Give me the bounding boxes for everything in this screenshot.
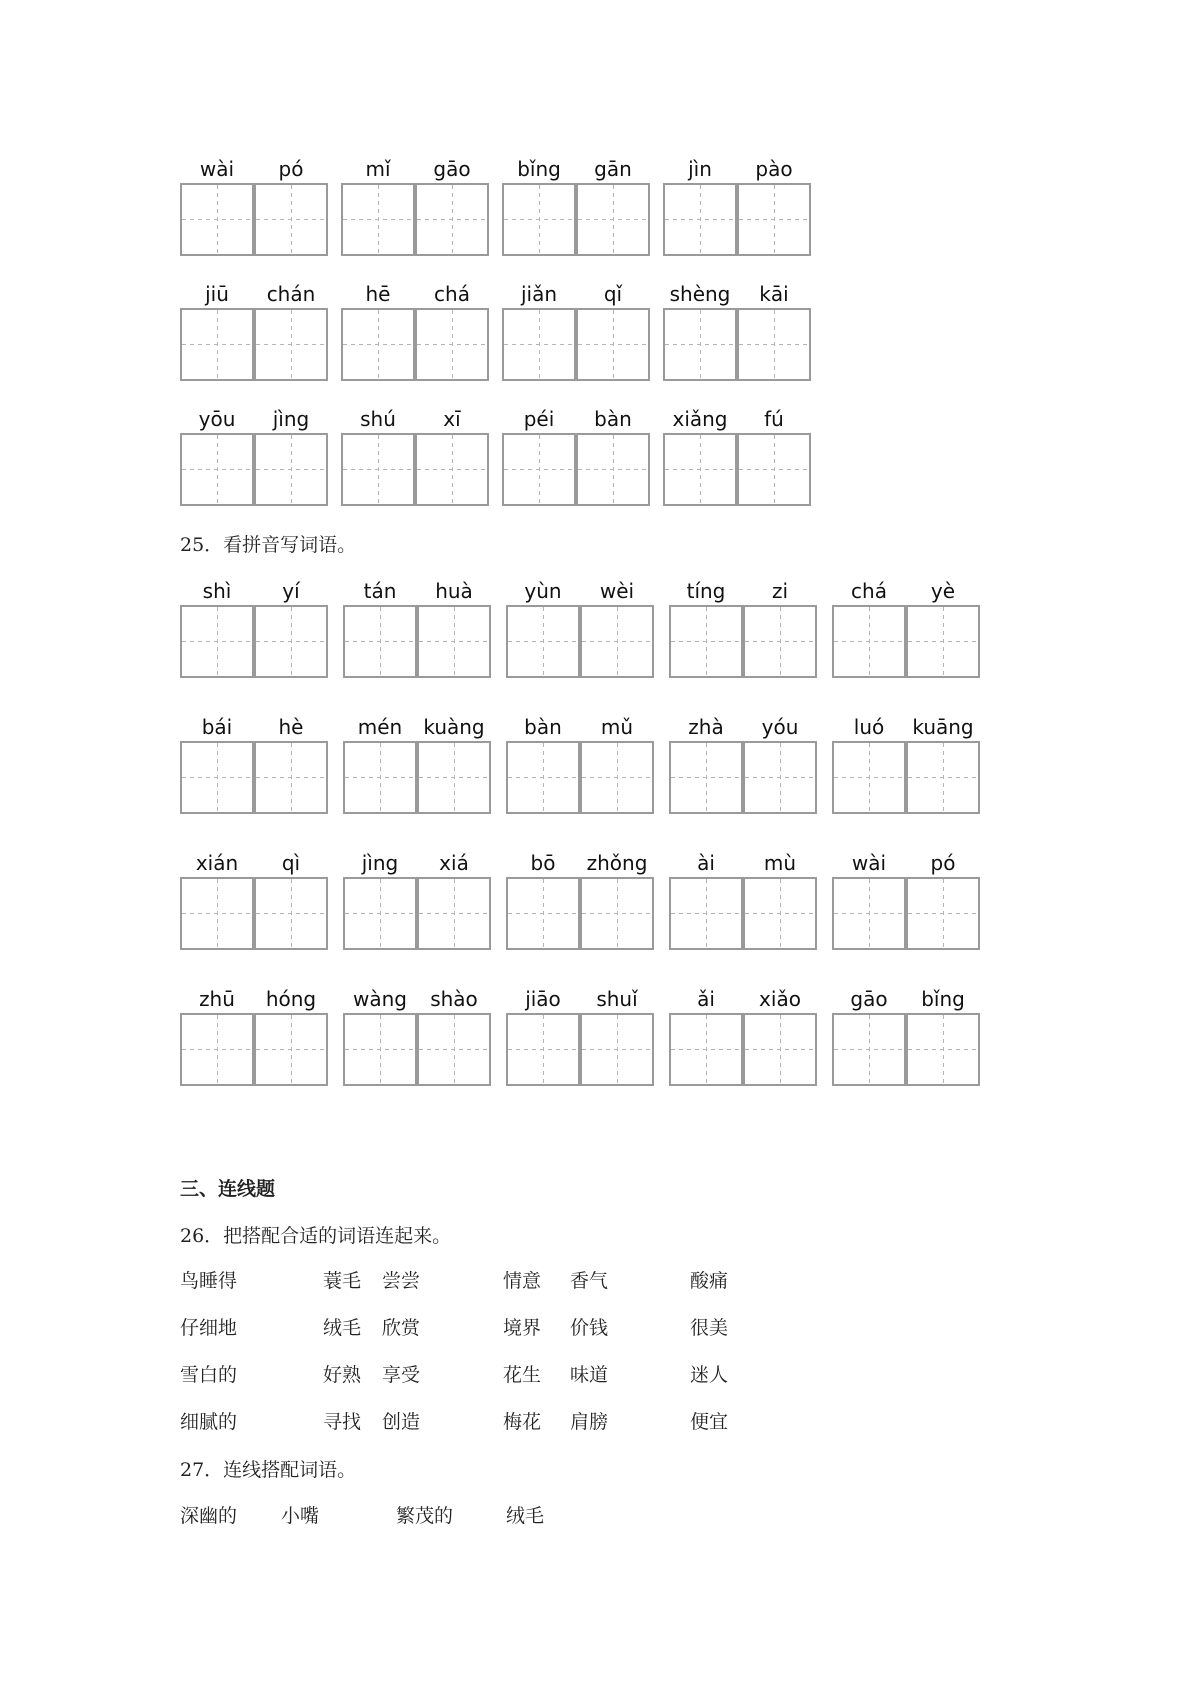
writing-box[interactable] [254, 741, 328, 814]
writing-box[interactable] [663, 308, 737, 381]
question-27-title: 27．连线搭配词语。 [180, 1459, 357, 1481]
writing-box[interactable] [576, 308, 650, 381]
writing-box[interactable] [669, 1013, 743, 1086]
writing-box[interactable] [343, 605, 417, 678]
pinyin-label: xiǎng [672, 407, 728, 431]
writing-box[interactable] [180, 308, 254, 381]
writing-box[interactable] [906, 741, 980, 814]
pinyin-word [180, 986, 328, 1116]
pinyin-label: pó [930, 851, 956, 875]
writing-box[interactable] [254, 1013, 328, 1086]
writing-box[interactable] [576, 183, 650, 256]
pinyin-label: hóng [265, 987, 317, 1011]
pinyin-label: huà [435, 579, 473, 603]
question-25-title: 25．看拼音写词语。 [180, 534, 357, 556]
writing-box[interactable] [737, 308, 811, 381]
pinyin-word [506, 714, 654, 844]
pinyin-word [669, 714, 817, 844]
pinyin-word [343, 986, 491, 1116]
pinyin-word [506, 850, 654, 980]
pinyin-label: mù [763, 851, 797, 875]
pinyin-label: zi [771, 579, 789, 603]
pinyin-label: mǔ [600, 715, 634, 739]
pinyin-word [341, 406, 489, 536]
pinyin-word [832, 986, 980, 1116]
writing-box[interactable] [502, 433, 576, 506]
writing-box[interactable] [343, 1013, 417, 1086]
writing-box[interactable] [832, 605, 906, 678]
pinyin-word [180, 578, 328, 708]
pinyin-label: jìn [688, 157, 712, 181]
pinyin-label: jìng [272, 407, 310, 431]
matching-word[interactable]: 很美 [690, 1317, 729, 1339]
writing-box[interactable] [341, 308, 415, 381]
pinyin-word [502, 406, 650, 536]
pinyin-label: xiǎo [759, 987, 801, 1011]
pinyin-label: bái [201, 715, 233, 739]
pinyin-word [180, 281, 328, 411]
writing-box[interactable] [580, 877, 654, 950]
pinyin-label: shào [430, 987, 478, 1011]
matching-word[interactable]: 味道 [570, 1364, 609, 1386]
question-26-title: 26．把搭配合适的词语连起来。 [180, 1225, 452, 1247]
pinyin-label: tíng [686, 579, 726, 603]
pinyin-word [502, 281, 650, 411]
pinyin-label: jìng [361, 851, 399, 875]
pinyin-label: zhǒng [586, 851, 648, 875]
writing-box[interactable] [254, 877, 328, 950]
writing-box[interactable] [580, 1013, 654, 1086]
pinyin-label: bǐng [921, 987, 965, 1011]
matching-word[interactable]: 鸟睡得 [180, 1270, 238, 1292]
pinyin-word [669, 986, 817, 1116]
pinyin-label: wài [199, 157, 235, 181]
section-2-row [0, 578, 1191, 718]
writing-box[interactable] [180, 183, 254, 256]
pinyin-label: wèi [599, 579, 635, 603]
writing-box[interactable] [576, 433, 650, 506]
matching-word[interactable]: 创造 [382, 1411, 421, 1433]
matching-word[interactable]: 迷人 [690, 1364, 729, 1386]
section-1-row [0, 281, 1191, 421]
pinyin-label: shú [360, 407, 396, 431]
pinyin-label: chá [851, 579, 887, 603]
writing-box[interactable] [906, 877, 980, 950]
matching-word[interactable]: 寻找 [323, 1411, 362, 1433]
section-2-row [0, 850, 1191, 990]
writing-box[interactable] [832, 1013, 906, 1086]
pinyin-word [341, 281, 489, 411]
pinyin-label: kuāng [912, 715, 974, 739]
section-3-heading: 三、连线题 [180, 1178, 276, 1200]
writing-box[interactable] [580, 605, 654, 678]
writing-box[interactable] [180, 741, 254, 814]
matching-word[interactable]: 享受 [382, 1364, 421, 1386]
writing-box[interactable] [832, 877, 906, 950]
writing-box[interactable] [254, 605, 328, 678]
pinyin-label: yōu [198, 407, 236, 431]
pinyin-word [506, 986, 654, 1116]
pinyin-label: tán [363, 579, 397, 603]
matching-word[interactable]: 蓑毛 [323, 1270, 362, 1292]
pinyin-label: shì [202, 579, 232, 603]
matching-word[interactable]: 好熟 [323, 1364, 362, 1386]
pinyin-label: hè [278, 715, 304, 739]
writing-box[interactable] [180, 1013, 254, 1086]
writing-box[interactable] [417, 877, 491, 950]
pinyin-label: mǐ [365, 157, 391, 181]
writing-box[interactable] [743, 1013, 817, 1086]
writing-box[interactable] [906, 1013, 980, 1086]
pinyin-label: zhū [199, 987, 235, 1011]
pinyin-label: ǎi [697, 987, 715, 1011]
pinyin-word [832, 850, 980, 980]
section-1-row [0, 406, 1191, 546]
pinyin-label: jiǎn [520, 282, 558, 306]
pinyin-label: yí [282, 579, 300, 603]
writing-box[interactable] [417, 741, 491, 814]
section-2-row [0, 986, 1191, 1126]
section-1-row [0, 156, 1191, 296]
pinyin-word [663, 406, 811, 536]
pinyin-word [506, 578, 654, 708]
pinyin-label: bàn [524, 715, 562, 739]
pinyin-word [180, 850, 328, 980]
writing-box[interactable] [669, 741, 743, 814]
matching-word[interactable]: 繁茂的 [396, 1505, 454, 1527]
writing-box[interactable] [415, 308, 489, 381]
matching-word[interactable]: 仔细地 [180, 1317, 238, 1339]
writing-box[interactable] [180, 433, 254, 506]
pinyin-label: fú [764, 407, 784, 431]
writing-box[interactable] [506, 741, 580, 814]
matching-word[interactable]: 酸痛 [690, 1270, 729, 1292]
pinyin-label: jiū [205, 282, 229, 306]
pinyin-label: chá [434, 282, 470, 306]
writing-box[interactable] [341, 433, 415, 506]
matching-word[interactable]: 肩膀 [570, 1411, 609, 1433]
matching-word[interactable]: 花生 [503, 1364, 542, 1386]
pinyin-label: wài [851, 851, 887, 875]
matching-word[interactable]: 欣赏 [382, 1317, 421, 1339]
pinyin-label: xī [443, 407, 461, 431]
pinyin-label: shuǐ [596, 987, 638, 1011]
writing-box[interactable] [343, 741, 417, 814]
writing-box[interactable] [737, 183, 811, 256]
pinyin-word [663, 156, 811, 286]
pinyin-label: zhà [688, 715, 724, 739]
pinyin-label: luó [853, 715, 885, 739]
pinyin-word [663, 281, 811, 411]
writing-box[interactable] [341, 183, 415, 256]
writing-box[interactable] [254, 183, 328, 256]
pinyin-label: wàng [353, 987, 407, 1011]
pinyin-label: bō [530, 851, 556, 875]
writing-box[interactable] [743, 741, 817, 814]
matching-word[interactable]: 小嘴 [281, 1505, 320, 1527]
pinyin-word [669, 850, 817, 980]
pinyin-label: yóu [761, 715, 799, 739]
writing-box[interactable] [415, 183, 489, 256]
writing-box[interactable] [506, 605, 580, 678]
writing-box[interactable] [343, 877, 417, 950]
matching-word[interactable]: 梅花 [503, 1411, 542, 1433]
pinyin-label: bǐng [517, 157, 561, 181]
pinyin-word [502, 156, 650, 286]
writing-box[interactable] [832, 741, 906, 814]
matching-word[interactable]: 深幽的 [180, 1505, 238, 1527]
pinyin-word [180, 406, 328, 536]
writing-box[interactable] [180, 877, 254, 950]
writing-box[interactable] [737, 433, 811, 506]
pinyin-label: gāo [850, 987, 888, 1011]
writing-box[interactable] [506, 877, 580, 950]
pinyin-word [180, 156, 328, 286]
matching-word[interactable]: 雪白的 [180, 1364, 238, 1386]
matching-word[interactable]: 尝尝 [382, 1270, 421, 1292]
pinyin-label: mén [357, 715, 403, 739]
pinyin-word [343, 714, 491, 844]
writing-box[interactable] [669, 877, 743, 950]
pinyin-label: xián [195, 851, 239, 875]
matching-word[interactable]: 香气 [570, 1270, 609, 1292]
pinyin-label: shèng [669, 282, 731, 306]
writing-box[interactable] [669, 605, 743, 678]
pinyin-label: jiāo [525, 987, 561, 1011]
pinyin-word [343, 578, 491, 708]
writing-box[interactable] [743, 877, 817, 950]
pinyin-word [832, 578, 980, 708]
pinyin-label: yùn [524, 579, 562, 603]
pinyin-label: gāo [433, 157, 471, 181]
pinyin-label: pào [755, 157, 793, 181]
pinyin-word [341, 156, 489, 286]
matching-word[interactable]: 价钱 [570, 1317, 609, 1339]
pinyin-word [832, 714, 980, 844]
writing-box[interactable] [663, 183, 737, 256]
writing-box[interactable] [580, 741, 654, 814]
writing-box[interactable] [506, 1013, 580, 1086]
pinyin-label: xiá [439, 851, 469, 875]
matching-word[interactable]: 绒毛 [323, 1317, 362, 1339]
matching-word[interactable]: 情意 [503, 1270, 542, 1292]
matching-word[interactable]: 绒毛 [506, 1505, 545, 1527]
writing-box[interactable] [502, 183, 576, 256]
writing-box[interactable] [415, 433, 489, 506]
pinyin-label: hē [365, 282, 391, 306]
pinyin-label: kuàng [423, 715, 485, 739]
pinyin-label: péi [523, 407, 555, 431]
pinyin-label: yè [930, 579, 956, 603]
writing-box[interactable] [254, 433, 328, 506]
writing-box[interactable] [502, 308, 576, 381]
section-2-row [0, 714, 1191, 854]
pinyin-label: bàn [594, 407, 632, 431]
writing-box[interactable] [417, 1013, 491, 1086]
pinyin-label: qǐ [603, 282, 623, 306]
writing-box[interactable] [663, 433, 737, 506]
pinyin-label: chán [266, 282, 316, 306]
matching-word[interactable]: 便宜 [690, 1411, 729, 1433]
matching-word[interactable]: 境界 [503, 1317, 542, 1339]
matching-word[interactable]: 细腻的 [180, 1411, 238, 1433]
pinyin-word [180, 714, 328, 844]
writing-box[interactable] [743, 605, 817, 678]
pinyin-word [343, 850, 491, 980]
pinyin-label: pó [278, 157, 304, 181]
pinyin-label: ài [697, 851, 715, 875]
writing-box[interactable] [906, 605, 980, 678]
pinyin-label: gān [594, 157, 632, 181]
writing-box[interactable] [417, 605, 491, 678]
writing-box[interactable] [254, 308, 328, 381]
pinyin-word [669, 578, 817, 708]
pinyin-label: qì [281, 851, 301, 875]
pinyin-label: kāi [759, 282, 789, 306]
writing-box[interactable] [180, 605, 254, 678]
